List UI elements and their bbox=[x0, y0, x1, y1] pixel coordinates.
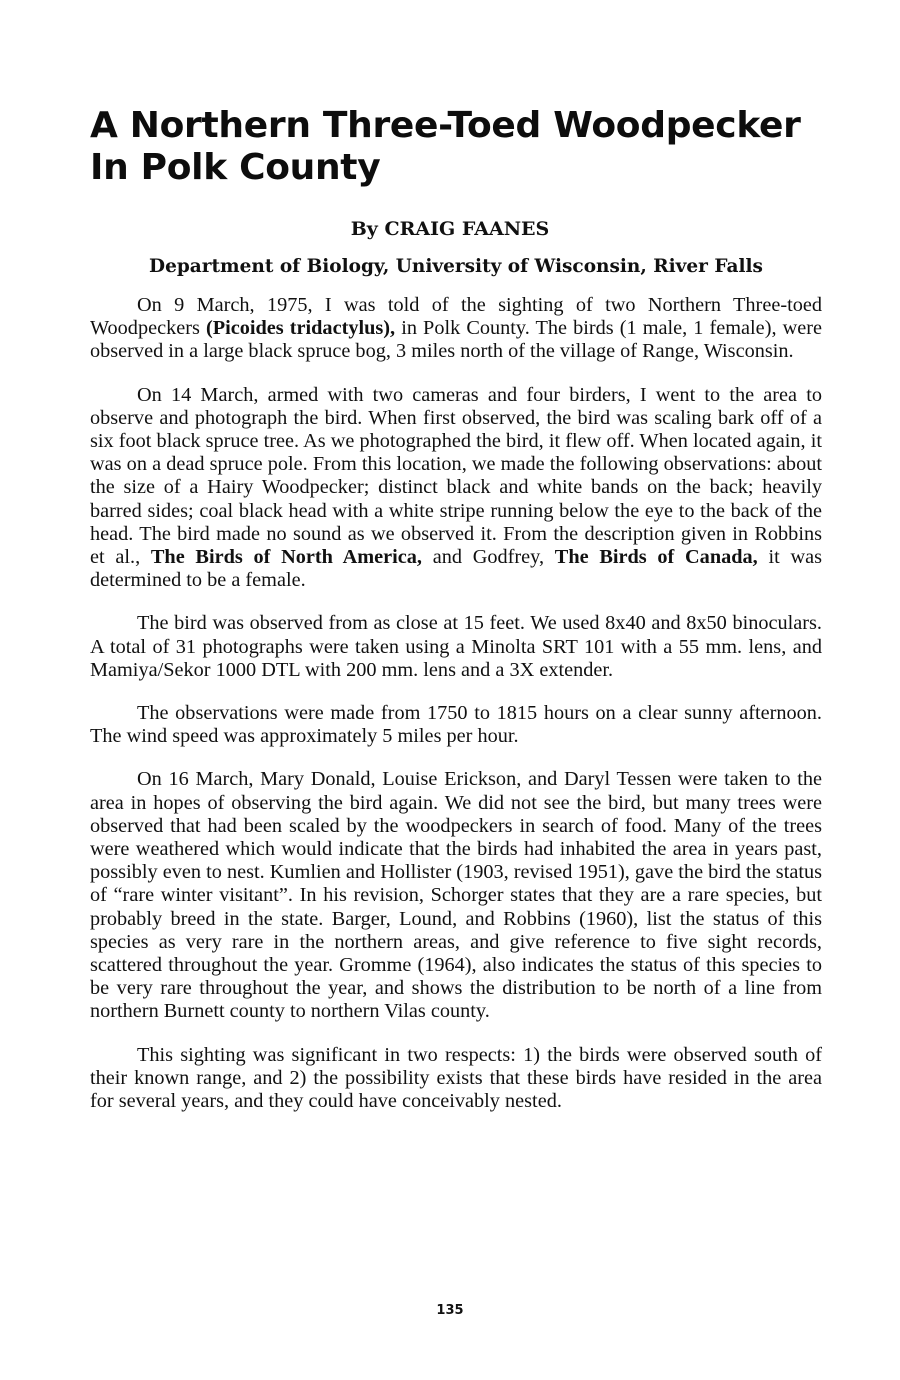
page-number: 135 bbox=[436, 1303, 464, 1318]
paragraph-5: On 16 March, Mary Donald, Louise Erickson, and Daryl Tessen were taken to the area in hopes of observing the bird again. We did not see the bird, but many trees were observed that had been scaled by the woodpeckers in search of food. Many of the trees were weathered which would indicate that the birds had inhabited the area in years past, possibly even to nest. Kumlien and Hollister (1903, revised 1951), gave the bird the status of “rare winter visitant”. In his revision, Schorger states that they are a rare species, but probably breed in the state. Barger, Lound, and Robbins (1960), list the status of this species as very rare in the northern areas, and give reference to five sight records, scattered throughout the year. Gromme (1964), also indicates the status of this species to be very rare throughout the year, and shows the distribution to be north of a line from northern Burnett county to northern Vilas county. bbox=[90, 768, 822, 1023]
paragraph-4: The observations were made from 1750 to 1815 hours on a clear sunny afternoon. The wind speed was approximately 5 miles per hour. bbox=[90, 702, 822, 748]
species-name: (Picoides tridactylus), bbox=[205, 317, 396, 340]
author-affiliation: Department of Biology, University of Wisconsin, River Falls bbox=[149, 256, 763, 277]
article-title-line-2: In Polk County bbox=[90, 147, 381, 188]
paragraph-1-text-a: On 9 March, 1975, I was told of the sighting of two Northern Three-toed Woodpeckers bbox=[90, 294, 822, 340]
article-title bbox=[90, 105, 850, 189]
article-body bbox=[90, 294, 822, 1133]
paragraph-2-text-e: it was determined to be a female. bbox=[90, 546, 823, 592]
paragraph-2-text-c: and Godfrey, bbox=[421, 546, 555, 569]
paragraph-2-text-a: On 14 March, armed with two cameras and four birders, I went to the area to observe and photograph the bird. When first observed, the bird was scaling bark off of a six foot black spruce tree. As we photographed the bird, it flew off. When located again, it was on a dead spruce pole. From this location, we made the following observations: about the size of a Hairy Woodpecker; distinct black and white bands on the back; heavily barred sides; coal black head with a white stripe running below the eye to the back of the head. The bird made no sound as we observed it. From the description given in Robbins et al., bbox=[90, 383, 822, 569]
paragraph-3: The bird was observed from as close at 15 feet. We used 8x40 and 8x50 binoculars. A total of 31 photographs were taken using a Minolta SRT 101 with a 55 mm. lens, and Mamiya/Sekor 1000 DTL with 200 mm. lens and a 3X extender. bbox=[90, 612, 822, 681]
paragraph-1 bbox=[90, 294, 822, 364]
author-byline: By CRAIG FAANES bbox=[350, 218, 550, 240]
paragraph-2 bbox=[90, 384, 822, 593]
article-title-line-1: A Northern Three-Toed Woodpecker bbox=[90, 105, 801, 146]
book-title-north-america: The Birds of North America, bbox=[150, 546, 422, 569]
paragraph-1-text-c: in Polk County. The birds (1 male, 1 female), were observed in a large black spruce bog, 3 miles north of the village of Range, Wisconsin. bbox=[90, 317, 822, 363]
paragraph-6: This sighting was significant in two respects: 1) the birds were observed south of their known range, and 2) the possibility exists that these birds have resided in the area for several years, and they could have conceivably nested. bbox=[90, 1043, 822, 1113]
book-title-canada: The Birds of Canada, bbox=[554, 546, 758, 569]
